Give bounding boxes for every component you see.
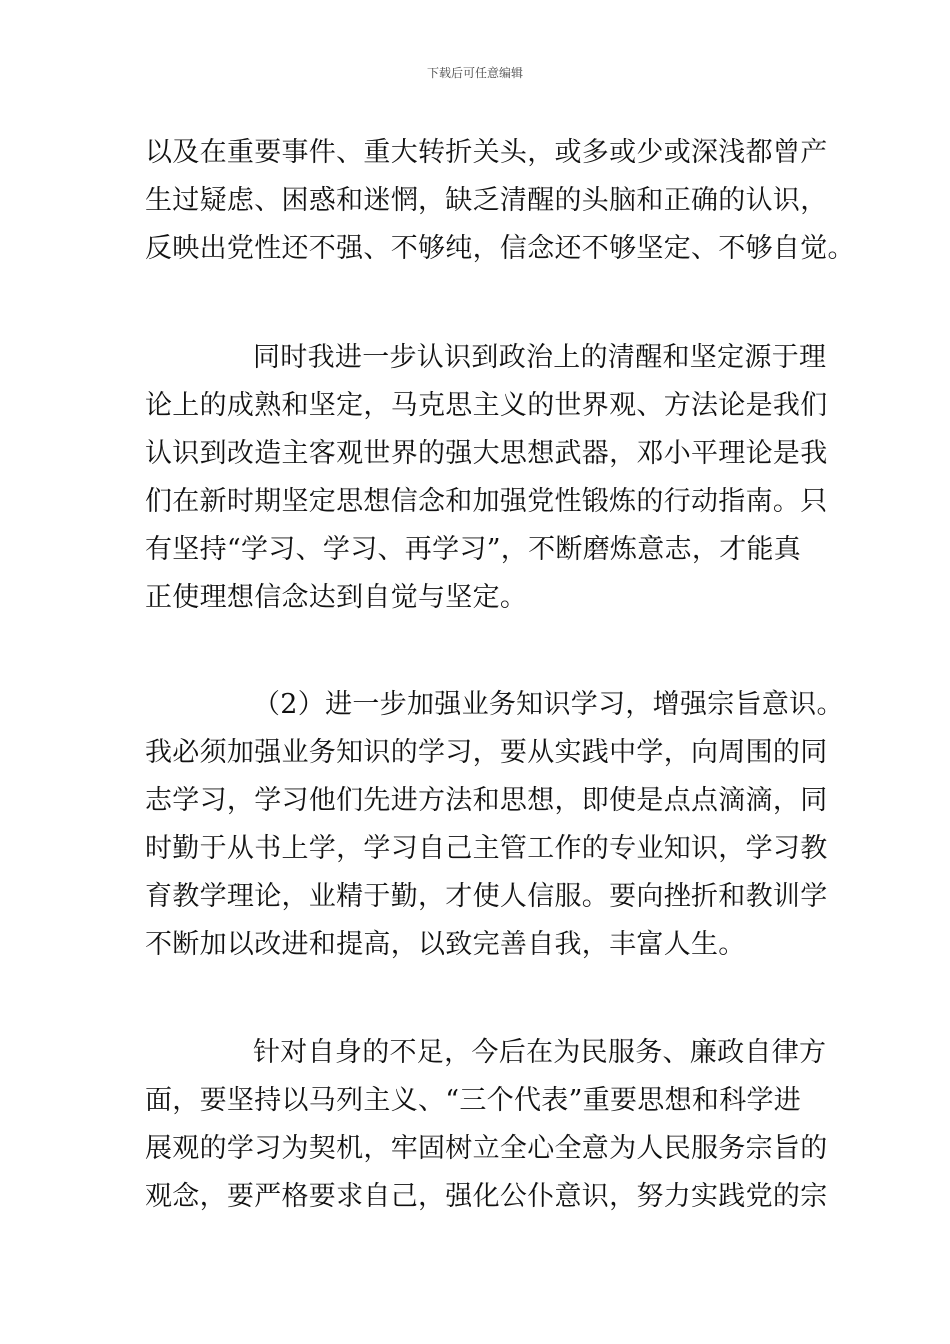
paragraph-4-line-4: 观念，要严格要求自己，强化公仆意识，努力实践党的宗 xyxy=(145,1181,828,1212)
paragraph-3-line-4: 时勤于从书上学，学习自己主管工作的专业知识，学习教 xyxy=(145,833,828,864)
paragraph-2-line-2: 论上的成熟和坚定，马克思主义的世界观、方法论是我们 xyxy=(145,390,828,421)
paragraph-2-line-5: 有坚持“学习、学习、再学习”，不断磨炼意志，才能真 xyxy=(145,534,802,565)
paragraph-2-line-4: 们在新时期坚定思想信念和加强党性锻炼的行动指南。只 xyxy=(145,486,828,517)
paragraph-3-line-6: 不断加以改进和提高，以致完善自我，丰富人生。 xyxy=(145,929,746,960)
paragraph-1-line-3: 反映出党性还不强、不够纯，信念还不够坚定、不够自觉。 xyxy=(145,233,855,264)
paragraph-4-line-1: 针对自身的不足，今后在为民服务、廉政自律方 xyxy=(253,1037,827,1068)
paragraph-4-line-3: 展观的学习为契机，牢固树立全心全意为人民服务宗旨的 xyxy=(145,1133,828,1164)
paragraph-2-line-1: 同时我进一步认识到政治上的清醒和坚定源于理 xyxy=(253,342,827,373)
paragraph-2-line-6: 正使理想信念达到自觉与坚定。 xyxy=(145,582,528,613)
paragraph-3-line-2: 我必须加强业务知识的学习，要从实践中学，向周围的同 xyxy=(145,737,828,768)
paragraph-1-line-1: 以及在重要事件、重大转折关头，或多或少或深浅都曾产 xyxy=(145,137,828,168)
paragraph-3-line-1: （2）进一步加强业务知识学习，增强宗旨意识。 xyxy=(253,689,844,720)
paragraph-3-line-5: 育教学理论，业精于勤，才使人信服。要向挫折和教训学 xyxy=(145,881,828,912)
page-header: 下载后可任意编辑 xyxy=(426,66,523,80)
paragraph-2-line-3: 认识到改造主客观世界的强大思想武器，邓小平理论是我 xyxy=(145,438,828,469)
paragraph-4-line-2: 面，要坚持以马列主义、“三个代表”重要思想和科学进 xyxy=(145,1085,802,1116)
paragraph-1-line-2: 生过疑虑、困惑和迷惘，缺乏清醒的头脑和正确的认识， xyxy=(145,185,828,216)
paragraph-3-line-3: 志学习，学习他们先进方法和思想，即使是点点滴滴，同 xyxy=(145,785,828,816)
